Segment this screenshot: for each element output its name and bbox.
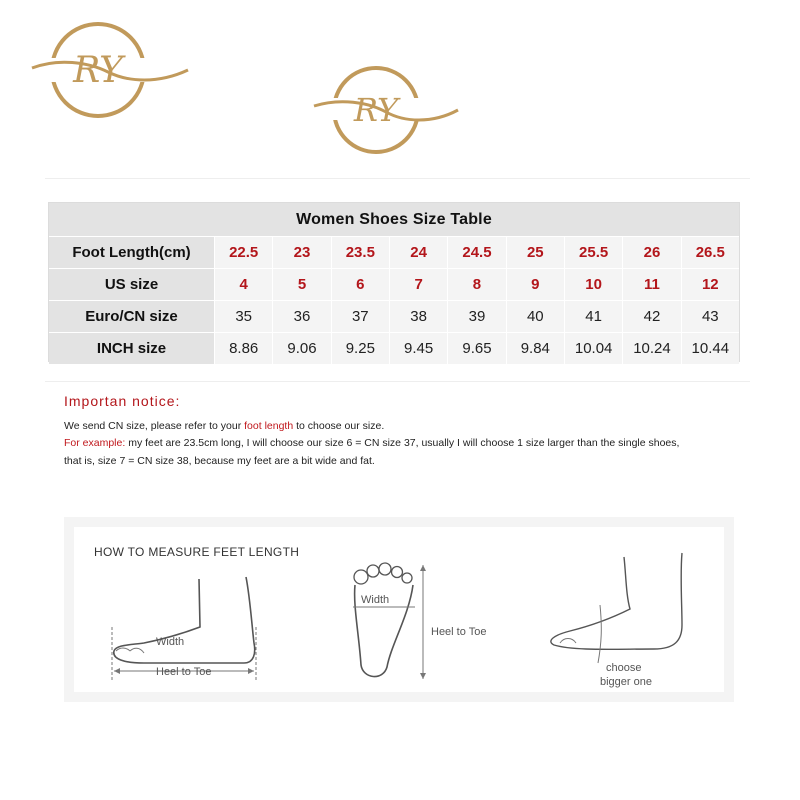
notice-line-1-end: to choose our size. (293, 420, 385, 432)
size-table-cell: 11 (622, 269, 680, 300)
size-table-row (49, 300, 739, 332)
size-table-cell: 5 (272, 269, 330, 300)
notice-line-1-start: We send CN size, please refer to your (64, 420, 245, 432)
size-table (48, 202, 740, 362)
measure-guide-panel (74, 527, 724, 692)
size-table-title: Women Shoes Size Table (49, 203, 739, 236)
notice-example-text: my feet are 23.5cm long, I will choose our size 6 = CN size 37, usually I will choose 1 size larger than the single shoes, (125, 437, 680, 449)
size-table-cell: 8.86 (214, 333, 272, 364)
logo-monogram: RY (73, 50, 123, 91)
notice-line-1 (64, 420, 384, 432)
foot-side-view-illustration (104, 567, 294, 682)
foot-top-view-illustration (339, 555, 509, 690)
size-table-cell: 24 (389, 237, 447, 268)
size-table-cell: 8 (447, 269, 505, 300)
size-table-cell: 25.5 (564, 237, 622, 268)
size-table-cell: 26 (622, 237, 680, 268)
size-table-cell: 40 (506, 301, 564, 332)
measure-guide (64, 517, 734, 702)
size-table-row (49, 332, 739, 364)
notice-line-3: that is, size 7 = CN size 38, because my feet are a bit wide and fat. (64, 455, 375, 467)
size-table-cell: 9.84 (506, 333, 564, 364)
size-table-cell: 23.5 (331, 237, 389, 268)
size-table-cell: 10.04 (564, 333, 622, 364)
logo-monogram-secondary: RY (353, 91, 399, 129)
size-table-cell: 35 (214, 301, 272, 332)
size-table-cell: 39 (447, 301, 505, 332)
side-heel-to-toe-label: Heel to Toe (156, 666, 212, 678)
brand-logo (28, 14, 192, 120)
choose-label: choose (606, 662, 642, 674)
size-table-cell: 12 (681, 269, 739, 300)
divider-top (45, 178, 750, 179)
size-table-row-header: INCH size (49, 333, 214, 364)
size-table-cell: 42 (622, 301, 680, 332)
notice-title: Importan notice: (64, 393, 181, 409)
size-table-cell: 9.45 (389, 333, 447, 364)
measure-guide-title: HOW TO MEASURE FEET LENGTH (94, 545, 300, 559)
size-table-cell: 9.65 (447, 333, 505, 364)
choose-bigger-one-illustration (534, 545, 714, 690)
size-table-cell: 6 (331, 269, 389, 300)
notice-example-label: For example: (64, 437, 126, 449)
size-table-cell: 26.5 (681, 237, 739, 268)
size-table-cell: 23 (272, 237, 330, 268)
size-table-cell: 10.24 (622, 333, 680, 364)
size-table-cell: 43 (681, 301, 739, 332)
brand-logo-secondary (312, 60, 460, 156)
size-table-row (49, 236, 739, 268)
size-table-body (49, 236, 739, 364)
size-table-cell: 24.5 (447, 237, 505, 268)
notice-line-2 (64, 437, 679, 449)
bigger-one-label: bigger one (600, 676, 652, 688)
size-table-cell: 10 (564, 269, 622, 300)
size-table-cell: 22.5 (214, 237, 272, 268)
notice-foot-length-highlight: foot length (244, 420, 294, 432)
size-table-cell: 9 (506, 269, 564, 300)
size-table-cell: 38 (389, 301, 447, 332)
top-width-label: Width (361, 594, 390, 606)
size-table-row-header: US size (49, 269, 214, 300)
top-heel-to-toe-label: Heel to Toe (431, 626, 487, 638)
size-table-cell: 25 (506, 237, 564, 268)
size-table-cell: 10.44 (681, 333, 739, 364)
size-table-cell: 36 (272, 301, 330, 332)
size-table-row (49, 268, 739, 300)
size-table-cell: 9.06 (272, 333, 330, 364)
divider-middle (45, 381, 750, 382)
size-table-cell: 7 (389, 269, 447, 300)
size-table-row-header: Foot Length(cm) (49, 237, 214, 268)
size-table-cell: 9.25 (331, 333, 389, 364)
size-table-cell: 4 (214, 269, 272, 300)
side-width-label: Width (156, 636, 185, 648)
size-table-row-header: Euro/CN size (49, 301, 214, 332)
size-table-cell: 41 (564, 301, 622, 332)
size-table-cell: 37 (331, 301, 389, 332)
